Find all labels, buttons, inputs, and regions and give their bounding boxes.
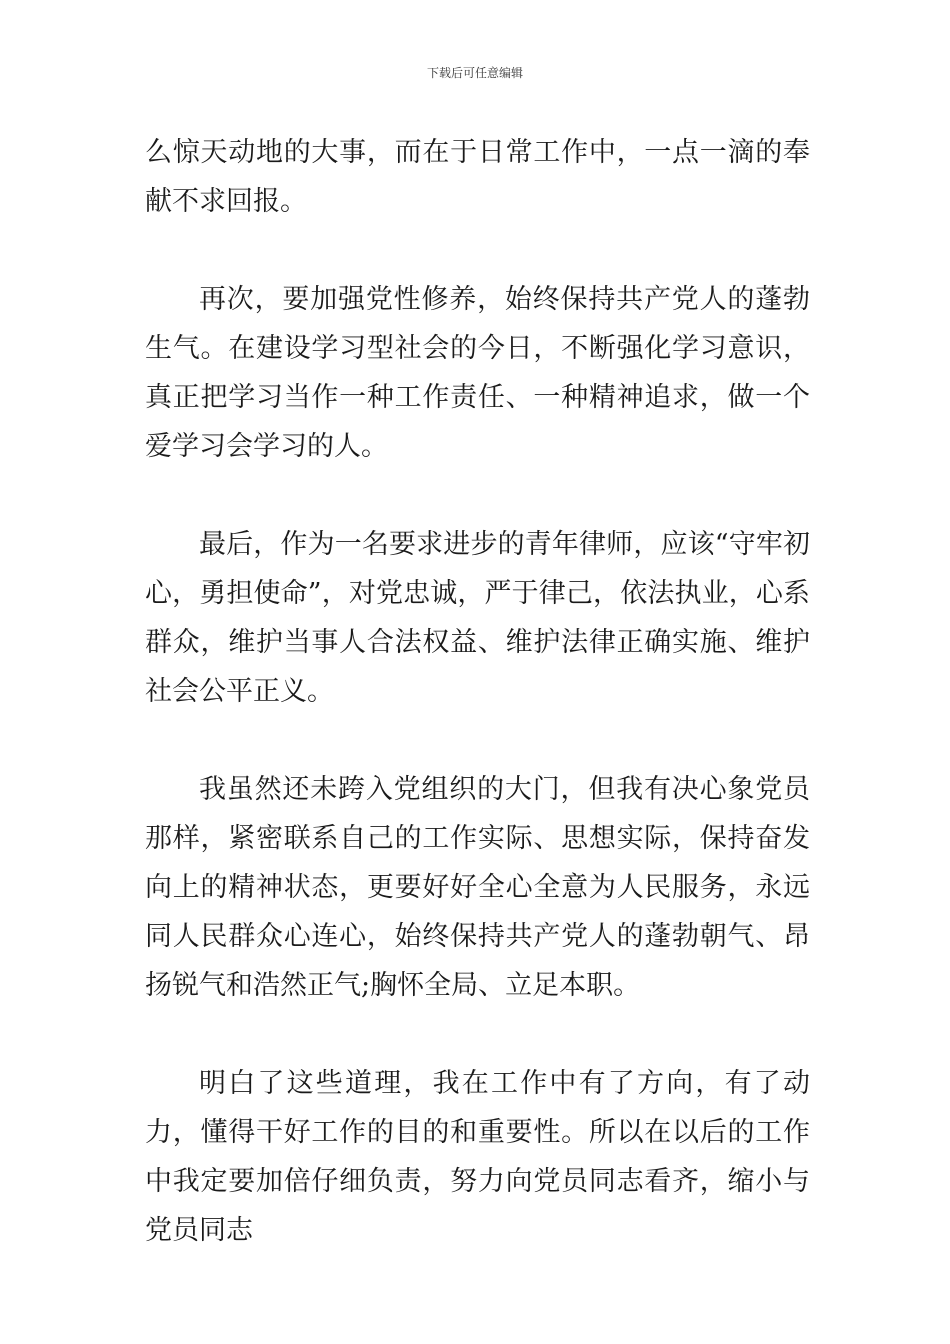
paragraph-party-cultivation: 再次，要加强党性修养，始终保持共产党人的蓬勃生气。在建设学习型社会的今日，不断强化学习意识，真正把学习当作一种工作责任、一种精神追求，做一个爱学习会学习的人。 xyxy=(145,284,810,462)
paragraph-understanding: 明白了这些道理，我在工作中有了方向，有了动力，懂得干好工作的目的和重要性。所以在以后的工作中我定要加倍仔细负责，努力向党员同志看齐，缩小与党员同志 xyxy=(145,1068,810,1246)
page-header: 下载后可任意编辑 xyxy=(426,66,523,80)
document-body xyxy=(145,128,810,1255)
paragraph-young-lawyer: 最后，作为一名要求进步的青年律师，应该“守牢初心，勇担使命”，对党忠诚，严于律己，依法执业，心系群众，维护当事人合法权益、维护法律正确实施、维护社会公平正义。 xyxy=(145,529,810,707)
paragraph-determination: 我虽然还未跨入党组织的大门，但我有决心象党员那样，紧密联系自己的工作实际、思想实际，保持奋发向上的精神状态，更要好好全心全意为人民服务，永远同人民群众心连心，始终保持共产党人的蓬勃朝气、昂扬锐气和浩然正气;胸怀全局、立足本职。 xyxy=(145,774,810,1001)
paragraph-continuation: 么惊天动地的大事，而在于日常工作中，一点一滴的奉献不求回报。 xyxy=(145,137,810,217)
